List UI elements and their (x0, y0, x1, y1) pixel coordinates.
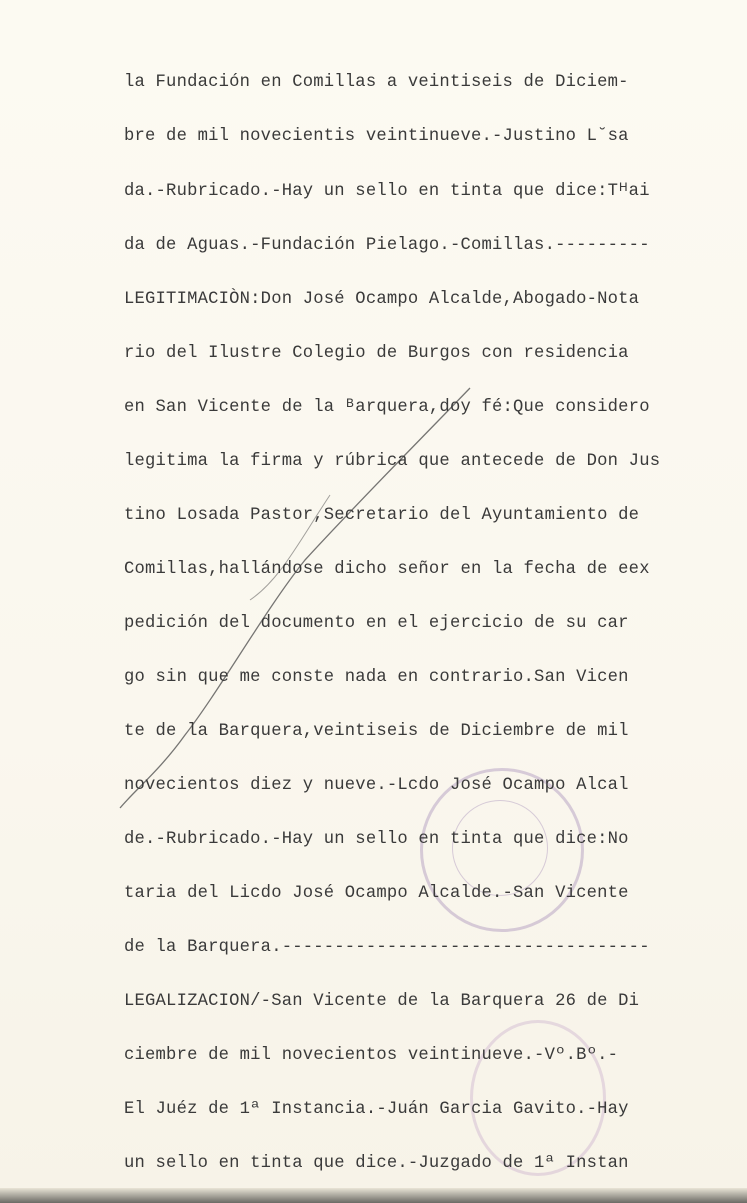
text-line: te de la Barquera,veintiseis de Diciembre de mil (124, 722, 629, 741)
text-line: en San Vicente de la ᴮarquera,doy fé:Que considero (124, 398, 650, 417)
text-line: ciembre de mil novecientos veintinueve.-Vº.Bº.- (124, 1046, 619, 1065)
text-line: taria del Licdo José Ocampo Alcalde.-San Vicente (124, 884, 629, 903)
text-line: LEGITIMACIÒN:Don José Ocampo Alcalde,Abogado-Nota (124, 290, 640, 309)
text-line: bre de mil novecientis veintinueve.-Justino L˘sa (124, 127, 629, 146)
text-line: la Fundación en Comillas a veintiseis de Diciem- (124, 73, 629, 92)
text-line: go sin que me conste nada en contrario.San Vicen (124, 668, 629, 687)
text-line: da de Aguas.-Fundación Pielago.-Comillas.--------- (124, 236, 650, 255)
text-line: novecientos diez y nueve.-Lcdo José Ocampo Alcal (124, 776, 629, 795)
scan-bottom-edge (0, 1188, 747, 1203)
text-line: Comillas,hallándose dicho señor en la fecha de eex (124, 560, 650, 579)
text-line: El Juéz de 1ª Instancia.-Juán Garcia Gavito.-Hay (124, 1100, 629, 1119)
text-line: rio del Ilustre Colegio de Burgos con residencia (124, 344, 629, 363)
court-seal-stamp (470, 1020, 606, 1176)
text-line: tino Losada Pastor,Secretario del Ayuntamiento de (124, 506, 640, 525)
text-line: de la Barquera.----------------------------------- (124, 938, 650, 957)
text-line: legitima la firma y rúbrica que antecede de Don Jus (124, 452, 661, 471)
text-line: LEGALIZACION/-San Vicente de la Barquera 26 de Di (124, 992, 640, 1011)
text-line: pedición del documento en el ejercicio de su car (124, 614, 629, 633)
text-line: un sello en tinta que dice.-Juzgado de 1ª Instan (124, 1154, 629, 1173)
text-line: da.-Rubricado.-Hay un sello en tinta que dice:Tᴴai (124, 182, 650, 201)
text-line: de.-Rubricado.-Hay un sello en tinta que dice:No (124, 830, 629, 849)
